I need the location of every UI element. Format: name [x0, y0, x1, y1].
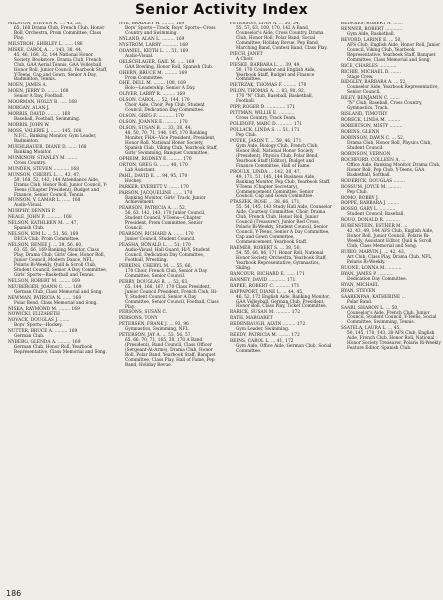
student-name: NISKA, RAYMOND M. ........ 169 — [8, 306, 80, 312]
index-entry — [230, 22, 332, 52]
index-entry — [8, 113, 110, 123]
student-name: PERSONS, SUSAN C. — [119, 310, 168, 316]
student-name: MOEN, JAMES A. — [8, 83, 48, 89]
activity-list: Cross Country. — [14, 160, 47, 166]
student-name: ROBINSON, DAWN C. ... 52, — [341, 136, 405, 142]
student-name: PETERSEN, FRANK J. ... 93, 96 — [119, 322, 189, 328]
student-name: SSATELA, LAURA L. ... 45, — [341, 326, 401, 332]
student-name: POLLACK, LINDA S. ... 51, 171 — [230, 128, 300, 134]
index-entry — [119, 99, 219, 114]
index-entry — [341, 159, 443, 179]
index-entry — [341, 296, 443, 306]
index-entry — [8, 330, 110, 340]
student-name: ROUO, DONALD R. .......... — [341, 218, 400, 224]
student-name: ROMO, BOBBY J. — [341, 195, 379, 201]
index-entry — [341, 39, 443, 64]
activity-list: Polar Band. — [347, 299, 373, 305]
student-name: RISLAND, TIMOTHY — [341, 112, 388, 118]
activity-list: 42, 43, 49, 144 AFS Club, English Aide, Honor Roll, Junior Council, Polaris Bi-Weekly, Assistant Editor, Quill & Scroll Club, Class Memorial and Song. — [347, 229, 434, 250]
activity-list: Hockey. — [125, 178, 143, 184]
student-name: RAPKE, ROBERT C. .......... 171 — [230, 283, 300, 289]
student-name: PETERSON, JAY A. ... 55, 56, 57, — [119, 333, 192, 339]
index-entry — [119, 164, 219, 174]
student-name: MISKE, CAROL A. ... 143, 38, 44, — [8, 47, 83, 53]
index-entry — [230, 273, 332, 278]
student-name: ORTON, GREG G. ....... 48, 170 — [119, 162, 188, 168]
activity-list: "N" Club, Baseball, Cross Country, Gymnastics, Track. — [347, 101, 423, 112]
index-entry — [119, 244, 219, 264]
activity-list: 170 "N" Club, Baseball, Basketball, Football. — [236, 94, 314, 105]
student-name: RYAN, STEVEN — [341, 288, 376, 294]
index-entry — [8, 199, 110, 209]
index-entry — [8, 90, 110, 100]
student-name: RIDGLEY, BARBARA A. ... 52, — [341, 80, 407, 86]
index-entry — [341, 65, 443, 70]
activity-list: 54, 55, 66, 86, 171 Honor Roll, National Honor Society, Orchestra, Yearbook Staff, Yearbook Representative, Gymnastics, Skiing. — [236, 250, 327, 271]
activity-list: Gym Aide, Basketball. — [347, 31, 396, 37]
activity-list: Office Aide, Banking Monitor, Drama Club, Honor Roll, Pep Club, Y-Teens, GAA Basketball, Softball. — [347, 162, 441, 178]
index-entry — [8, 319, 110, 329]
activity-list: Audio-Visual. — [14, 203, 43, 209]
student-name: NELSON, KATHLEEN M. ... 47, — [8, 221, 78, 227]
student-name: PIESKE, BARBARA L. ... 39, 49, — [230, 62, 301, 68]
student-name: NYSTROM, LARRY ........... 169 — [119, 42, 188, 48]
student-name: NYLAND, ALAN L. ......... 169 — [119, 36, 185, 42]
activity-list: Polar Bend, Class Memorial and Song. — [14, 300, 98, 306]
index-entry — [230, 285, 332, 290]
student-name: MUNKNOW, STANLEY M. ....... — [8, 155, 78, 161]
index-entry — [119, 175, 219, 185]
activity-list: 65, 168 Drama Club, French Club, Honor Roll, Orchestra, Prom Committee, Class Play. — [14, 25, 105, 41]
student-name: OHERN, BRUCE M. ......... 169 — [119, 70, 188, 76]
activity-list: A Choir. — [236, 56, 254, 62]
activity-list: Choir Aide, Choir, Pep Club, Student Council, Dedication Day Committee. — [125, 103, 205, 114]
activity-list: Lab Assistant. — [125, 167, 156, 173]
index-entry — [230, 112, 332, 122]
index-entry — [230, 171, 332, 201]
index-entry — [230, 291, 332, 311]
activity-list: Counselor Aide, Yearbook Representative, Senior Council. — [347, 85, 439, 96]
student-name: MURPHY, DENNIS P. — [8, 209, 56, 215]
student-name: ROSSUM, JOYCE M. ......... — [341, 184, 401, 190]
activity-list: 45, 46, 168, 32, 144 National Honor Society, Bookstore, Drama Club, French Club, GAA Aerial Tennis, GAA Volleyball, Honor Roll, Junior Council, Yearbook Staff, Y-Teens, Cap and Gown, Senior A Day, Badminton, Tennis. — [14, 52, 108, 83]
activity-list: 50, 145, 170, 143, 38 AFS Club, English Aide, French Club, Honor Roll, National Honor Society Treasurer, Polaris Bi-Weekly Feature Editor, Spanish Club. — [347, 331, 441, 352]
student-name: MORRIS, JOHN W. — [8, 123, 50, 129]
index-entry — [8, 280, 110, 285]
student-name: PEARSON, PATRICIA A. ... 52, — [119, 206, 187, 212]
student-name: RICE, CHARLES ............ — [341, 63, 397, 69]
index-entry — [119, 61, 219, 71]
student-name: NEALE, JOHN P. ........... 168 — [8, 215, 72, 221]
student-name: PERRY, DOUGLAS R. ... 52, 63, — [119, 279, 189, 285]
student-name: RYAN, MICHAEL — [341, 282, 379, 288]
index-entry — [8, 157, 110, 167]
index-entry — [119, 192, 219, 207]
student-name: RAEMER, ROBERT S. ... 38, 50, — [230, 245, 301, 251]
index-entry — [341, 327, 443, 352]
student-name: MUNSON, CHERYL L. ... 43, 47, — [8, 172, 81, 178]
index-entry — [341, 28, 443, 38]
student-name: OLSON, SUSAN B. ... 33, 38, 44, — [119, 126, 192, 132]
student-name: PARKER, EVERETT V. ....... 170 — [119, 184, 189, 190]
index-entry — [8, 146, 110, 156]
index-entry — [8, 297, 110, 307]
student-name: MOEN, JERRY D. ........ 168 — [8, 89, 69, 95]
activity-list: 63, 65, 66, 169 Banking Monitor, Class Play, Drama Club, Girls' Glee, Honor Roll, Junior Council, Modern Dance, NFL, Polaris Bi-Weekly, Quill & Scroll Club, Student Council, Senior A Day Committee, Girls' Sports—Basketball and Tennis. — [14, 248, 108, 278]
index-column-1 — [8, 22, 110, 586]
student-name: NOVACK, DOUGLAS J. ....... — [8, 318, 70, 324]
index-entry — [119, 265, 219, 280]
student-name: PITTMAN, WILLIE E. ........... — [230, 111, 295, 117]
student-name: MUEHLBAUER, DIANE D. ...... 168 — [8, 144, 87, 150]
activity-list: Baseball, Football, Swimming. — [14, 117, 81, 123]
activity-list: German Club. — [14, 334, 45, 340]
student-name: RYAN, JAMES P. ........... — [341, 271, 394, 277]
student-name: ODANIEL, KEITH L. ... 51, 169 — [119, 48, 189, 54]
student-name: ROPPE, BARBARA J. ........ — [341, 201, 400, 207]
student-name: RANNEY, DAVID ............ 171 — [230, 277, 296, 283]
student-name: REDENBAUGH, ALVIN ......... 172 — [230, 322, 306, 328]
student-name: OLIVER, LARRY R. ......... 169 — [119, 92, 186, 98]
student-name: NEWMAN, PATRICIA N. ...... 169 — [8, 295, 82, 301]
student-name: PIECH, JANET — [230, 51, 263, 57]
student-name: ROBERTSON, MISTY ......... — [341, 124, 403, 130]
student-name: NUTTER, BRUCE A. ......... 169 — [8, 329, 78, 335]
student-name: RANCOUR, RICHARD E. ...... 171 — [230, 271, 305, 277]
index-entry — [230, 64, 332, 84]
student-name: POTEK, JASON T. ... 59, 46, 171 — [230, 138, 302, 144]
activity-list: Gym Aide, Office Aide, German Club, Social Committee. — [236, 344, 332, 355]
student-name: SAARENPAA, KATHERINE ... — [341, 294, 406, 300]
index-column-2 — [119, 22, 219, 586]
index-entry — [230, 323, 332, 333]
index-entry — [8, 174, 110, 199]
index-entry — [341, 71, 443, 81]
index-entry — [119, 233, 219, 243]
index-entry — [230, 140, 332, 170]
index-entry — [8, 244, 110, 279]
student-name: ROBECK, LINDA M. ......... — [341, 118, 401, 124]
activity-list: AFS Club, English Aide, Honor Roll, Junior Council, Viking Club, Yearbook Representative, Yearbook Staff, Banquet Committee, Class Memorial and Song. — [347, 42, 441, 63]
index-column-4 — [341, 22, 443, 586]
index-entry — [8, 233, 110, 243]
activity-list: Stage Crew. — [347, 74, 374, 80]
index-entry — [341, 290, 443, 295]
student-name: RILEY, BENJAMIN C. ....... — [341, 96, 400, 102]
index-entry — [230, 201, 332, 246]
student-name: MILSTROH, SHIRLEY L. ...... 186 — [8, 41, 83, 47]
student-name: ROBINS, GLENN — [341, 130, 380, 136]
student-name: RUBIO, MARVIN J. ... 42, 43, — [341, 250, 406, 256]
student-name: PEASHA, RONALD L. ... 51, 170 — [119, 243, 191, 249]
student-name: PERSONS, TONY — [119, 316, 158, 322]
activity-list: 170 Choir, French Club, Senior A Day Committee, Senior Council. — [125, 268, 208, 279]
student-name: MOORMAN, HOLLY B. ..... 168 — [8, 100, 77, 106]
student-name: RENNER, ROBERT ............ — [341, 26, 403, 32]
index-entry — [8, 286, 110, 296]
activity-list: German Club, Class Memorial and Song. — [14, 289, 103, 295]
activity-list: Dedication Day Committee. — [347, 276, 408, 282]
student-name: ROSSO, GARY L. ........... — [341, 207, 396, 213]
activity-list: Banking Monitor, Girls' Track, Junior Achievement. — [125, 195, 206, 206]
student-name: MOSS, VALERIE J. ....... 145, 168 — [8, 129, 82, 135]
student-name: PROULX, LINDA ... 142, 38, 47, — [230, 169, 302, 175]
index-entry — [8, 222, 110, 232]
activity-list: Gymnastics, Swimming, NFL. — [125, 327, 190, 333]
student-name: PETERSON, LYNN A. ... 50, 54, — [230, 22, 301, 26]
index-entry — [8, 341, 110, 356]
activity-list: 56, 63, 142, 143, 170 Junior Council, Student Council, Y-Teens—Chapter President, Prom Committee, Senior Council. — [125, 211, 206, 232]
activity-list: Gym Aide, Biology Club, French Club, Honor Roll, National Honor Society (President), Physics Club, Polar Bend, Yearbook Staff (Editor), Budget and Finance Committee, Hall of Fame. — [236, 143, 319, 169]
activity-list: Gym Leader, Swimming. — [236, 327, 290, 333]
activity-list: Banking Monitor. — [14, 149, 52, 155]
index-entry — [341, 81, 443, 96]
index-entry — [119, 323, 219, 333]
activity-list: 48, 50, 70, 71, 144, 145, 170 Banking Monitor, FHA—Vice President, President, Honor Roll, National Honor Society, Spanish Club, Viking Club, Yearbook Staff, Girls' Swimming, Banquet Committee. — [125, 131, 218, 156]
student-name: NELSON, RENEE J. ... 39, 56, 60, — [8, 243, 83, 249]
index-entry — [230, 53, 332, 63]
activity-list: Student Council, Baseball. — [347, 212, 405, 218]
activity-list: 55, 57, 63, 109, 170, 142 A Band, Counselor's Aide, Cross Country, Drama Club, Honor Roll, Polar Band, Social Committee, Holiday Revue, Pep Band, Marching Band, Contest Band, Class Play. — [236, 25, 328, 51]
activity-list: Counselor's Aide, French Club, Junior Council, Student Council, Y-Teens, Social Committee, Swimming, Tennis. — [347, 310, 437, 326]
student-name: OLSON, CAROL ... 52, 144, 170 — [119, 98, 190, 104]
page-title: Senior Activity Index — [134, 2, 309, 18]
student-name: PIPP, ROGER D. ............. 171 — [230, 105, 296, 111]
student-name: RARICK, SUSAN M. .......... 172 — [230, 310, 301, 316]
student-name: ROCHFORD, COLLEEN A. ... — [341, 157, 406, 163]
activity-list: Audio-Visual, Hall Guard, Hi-Y, Student Council, Dedication Day Committee, Football, Wrestling. — [125, 248, 210, 263]
index-entry — [119, 50, 219, 60]
student-name: OELSCHLAGER, GAIL M. ..... 169 — [119, 59, 195, 65]
student-name: ROBINSON, VERNON — [341, 151, 391, 157]
student-name: MILSTON, STEVEN A. .... 45, 53, — [8, 22, 83, 26]
index-entry — [119, 334, 219, 369]
activity-list: Boys' Sports—Track, Boys' Sports—Cross Country and Swimming. — [125, 25, 216, 36]
page-number: 186 — [6, 589, 22, 598]
index-entry — [230, 247, 332, 272]
student-name: OLSON, GREG F. ........... 170 — [119, 114, 184, 120]
student-name: REEDY, PATRICIA M. ........ 172 — [230, 333, 300, 339]
index-entry — [8, 49, 110, 84]
activity-list: Spanish Club. — [14, 226, 45, 232]
student-name: MUNDEN, STEVEN ........... 168 — [8, 166, 79, 172]
student-name: OPHEIM, RODNEY E. ......... 170 — [119, 156, 192, 162]
index-entry — [119, 127, 219, 157]
index-entry — [341, 284, 443, 289]
activity-list: 49, 171, 51, 145, 144 Business Aide, Banking Monitor, Pep Club, Yearbook Staff, Y-Teens (Chapter Secretary), Commencement Committee, Senior Council, Cap and Gown Committee. — [236, 174, 331, 200]
student-name: PTASZEK, ROSE ... 38, 66, 171, — [230, 200, 301, 206]
index-entry — [8, 130, 110, 145]
activity-list: 55, 54, 145, 143 Study Hall Aide, Counselor Aide, Courtesy Committee, Choir, Drama Club, French Club, Honor Roll, Junior Council (Treasurer), Junior Red Cross, Polaris Bi-Weekly, Student Council, Senior Council, Y-Teens, Senior A Day Committee, Cap and Gown Committee, Commencement, Yearbook Staff. — [236, 205, 332, 246]
index-entry — [341, 186, 443, 196]
activity-list: Bolo—Leadership, Senior A Day. — [125, 86, 196, 92]
activity-list: N.F.C., Banking Monitor, Gym Leader, Badminton. — [14, 134, 97, 144]
activity-list: Pep Club. — [347, 189, 368, 195]
activity-list: Prom Committee. — [125, 75, 164, 81]
student-name: NYE, BRADLEY W. ......... 169 — [119, 22, 185, 26]
index-entry — [119, 72, 219, 82]
activity-list: Cross Country, Track Team. — [236, 116, 297, 122]
activity-list: DECA Club, Prom Committee. — [14, 237, 80, 243]
index-entry — [230, 279, 332, 284]
index-entry — [119, 207, 219, 232]
student-name: MUNSON, V. LAMAR L. ...... 168 — [8, 198, 81, 204]
student-name: REINS, CAROL L. ... 41, 172 — [230, 339, 294, 345]
student-name: RODERICK, DOUGLAS ........ — [341, 178, 406, 184]
index-entry — [341, 251, 443, 266]
activity-list: 65, 144, 166, 167, 170 Class President, Junior Council President, French Club, Hi-Y, Student Council, Senior A Day Committee, Senior Council, Football, Class Play. — [125, 284, 219, 310]
activity-list: Junior Council, Student Council. — [125, 237, 196, 243]
index-entry — [8, 22, 110, 42]
activity-list: 65, 66, 70, 71, 165, 38, 170 A Band (President), Band Council, Class Officer (Sergeant-At-Arms), Drama Club, Honor Roll, Polar Band, Yearbook Staff, Banquet Committee, Class Play, Hall of Fame, Pep Band, Holiday Revue. — [125, 338, 216, 368]
student-name: RUONE, LONNA M. .......... — [341, 265, 402, 271]
student-name: PAHL, DAVID E. ... 94, 95, 170 — [119, 173, 188, 179]
student-name: RICHIE, MICHAEL D. ....... — [341, 69, 402, 75]
student-name: PEARSON, RICHARD A. ....... 170 — [119, 232, 194, 238]
student-name: NELSON, ROBERT M. ........ 169 — [8, 278, 81, 284]
student-name: NOWICKI, ELIZABETH — [8, 312, 60, 318]
index-entry — [119, 281, 219, 311]
activity-list: 46, 52, 172 English Aide, Banking Monitor, GAA Volleyball, German Club, President, Honor Roll, Class Play, Ticket Committee. — [236, 294, 330, 310]
activity-list: Senior A Day, Football. — [14, 94, 64, 100]
student-name: PARSON, JACQUELINE ....... 170 — [119, 190, 193, 196]
student-name: NEUBERGER, JOANN C. ..... 169 — [8, 284, 82, 290]
activity-list: Audio-Visual. — [125, 53, 154, 59]
student-name: OLSON, JOANNE E. ......... 170 — [119, 120, 188, 126]
index-entry — [341, 225, 443, 250]
activity-list: Boys' Sports—Hockey. — [14, 323, 63, 329]
index-entry — [341, 208, 443, 218]
student-name: NELSON, KIM L. ... 51, 56, 169 — [8, 232, 79, 238]
student-name: NYBERG, GLENDA A. ......... 169 — [8, 340, 81, 346]
index-entry — [341, 137, 443, 152]
student-name: REISGIES, ROBERT A. ....... — [341, 22, 403, 26]
index-entry — [119, 186, 219, 191]
activity-list: Art Club, Class Play, Drama Club, NFL, Polaris Bi-Weekly. — [347, 254, 433, 265]
activity-list: 50, 170 Counselor and English Aide, Yearbook Staff, Budget and Finance Committee. — [236, 67, 316, 83]
student-name: RUBENSTEIN, ESTHER M. ... — [341, 224, 408, 230]
index-entry — [230, 90, 332, 105]
index-entry — [341, 273, 443, 283]
index-entry — [230, 340, 332, 355]
student-name: MORRIS, DAVID .......... 168 — [8, 112, 71, 118]
student-name: PERKINS, CHERYL M. ... 55, 66, — [119, 263, 192, 269]
activity-list: 59, 168, 52, 142, 144 Attendance Aide, Drama Club, Honor Roll, Junior Council, Y-Teens (Chapter President), Budget and Finance, Senior Council, Tennis. — [14, 177, 108, 198]
index-entry — [341, 307, 443, 327]
index-entry — [8, 168, 110, 173]
student-name: RAPPAPORT, DIANE L. ... 44, 45, — [230, 289, 304, 295]
index-column-3 — [230, 22, 332, 586]
student-name: SAARI, SHARON L. ... 50, — [341, 305, 399, 311]
student-name: PIETRZAK, THOMAS F. ......... 170 — [230, 83, 307, 89]
student-name: MORGAN, ALAN J. — [8, 106, 50, 112]
activity-list: Drama Club, Honor Roll, Physics Club, Student Council. — [347, 140, 432, 151]
activity-list: GAA Bowling, Honor Roll, Spanish Club. — [125, 64, 214, 70]
index-entry — [341, 180, 443, 185]
index-entry — [230, 129, 332, 139]
activity-list: German Club, Honor Roll, Yearbook Representative, Class Memorial and Song. — [14, 345, 107, 356]
index-entry — [341, 97, 443, 112]
activity-list: Pep Club. — [236, 133, 257, 139]
student-name: RATH, MARGARET — [230, 316, 273, 322]
student-name: PILON, THOMAS A. ... 83, 90, 92, — [230, 89, 306, 95]
student-name: OHE, DELL M. ........ 100, 169 — [119, 81, 186, 87]
student-name: REVORD, LARINE E. ... 50, — [341, 37, 402, 43]
index-entry — [119, 82, 219, 92]
student-name: POLIDOFF, MARC D. .......... 171 — [230, 122, 303, 128]
index-entry — [119, 22, 219, 37]
